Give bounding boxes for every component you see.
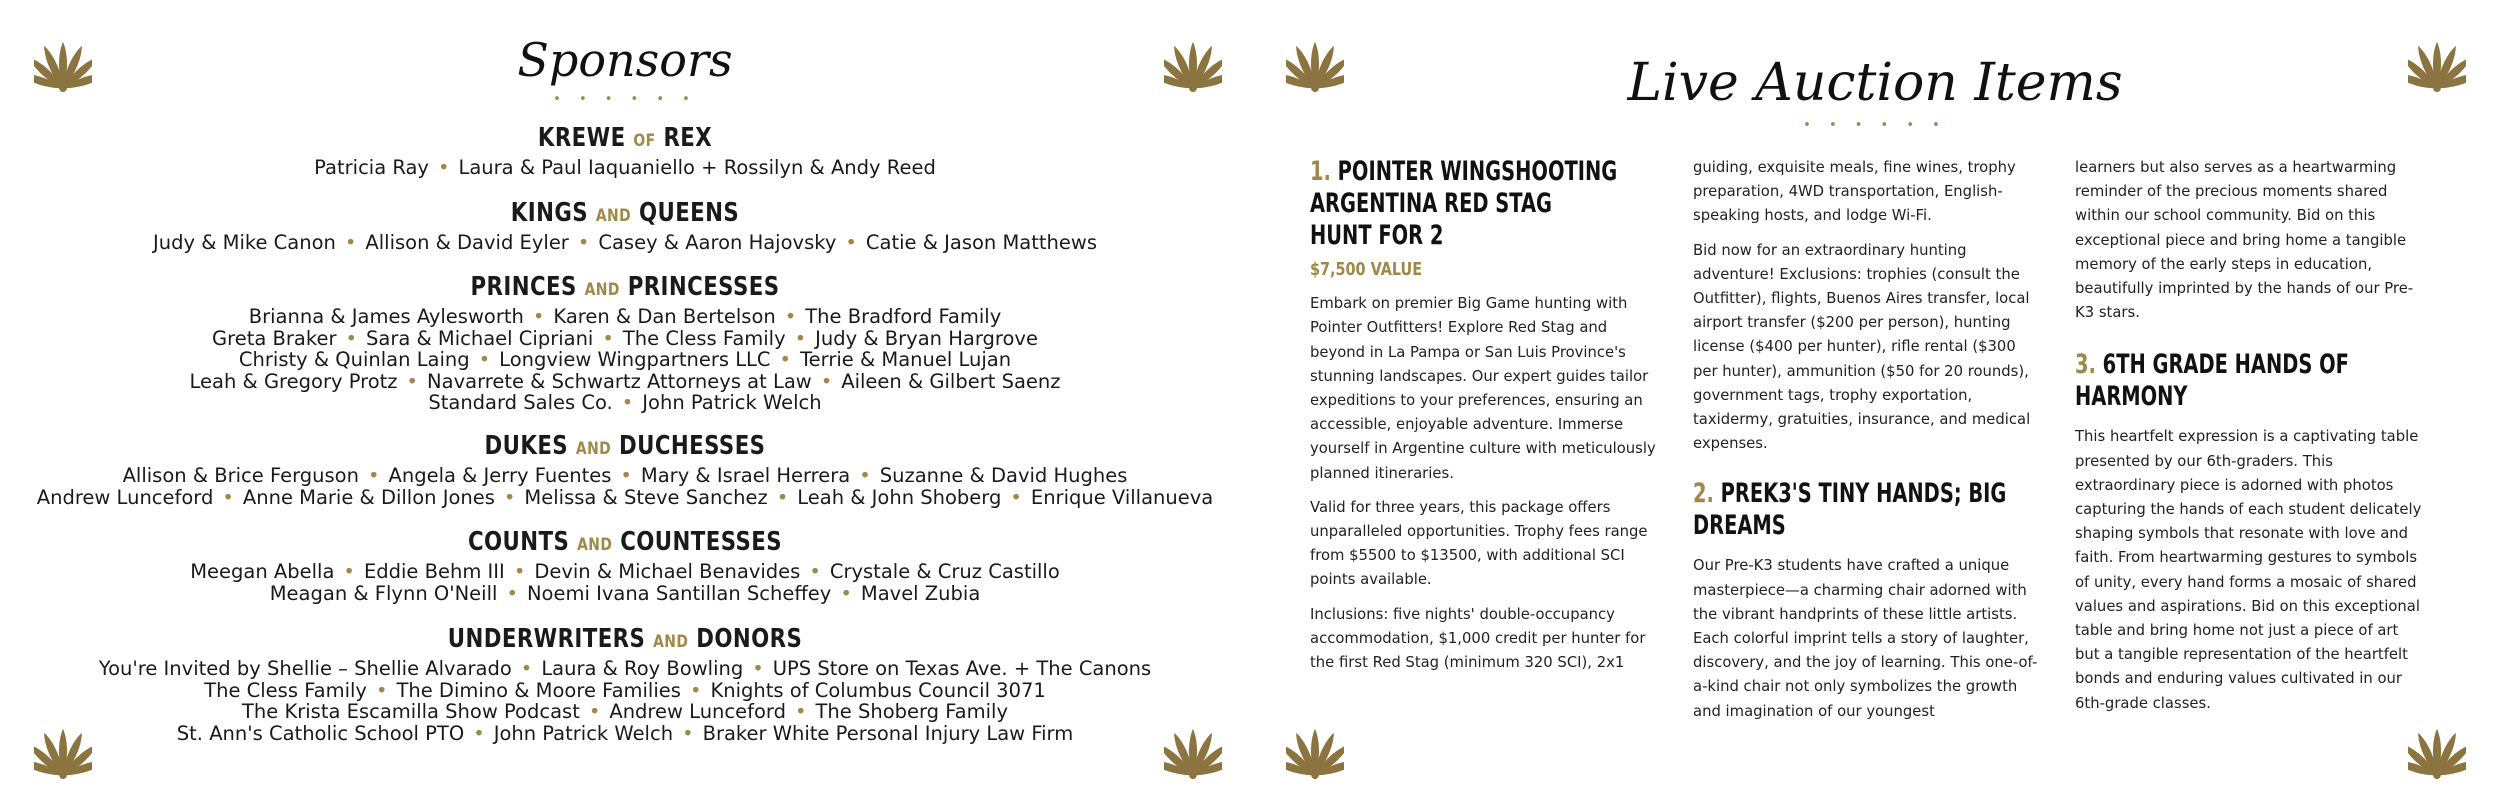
sponsor-name: The Bradford Family <box>805 305 1002 328</box>
item-2-title: 2. PREK3'S TINY HANDS; BIG DREAMS <box>1693 478 2007 542</box>
auction-column-3 <box>2075 156 2425 726</box>
sponsor-name: Catie & Jason Matthews <box>865 231 1097 254</box>
sponsor-name: Terrie & Manuel Lujan <box>800 348 1012 372</box>
bullet-separator: • <box>367 464 380 487</box>
sponsor-category-heading: DUKES AND DUCHESSES <box>484 431 766 461</box>
sponsors-title: Sponsors <box>517 33 733 87</box>
bullet-separator: • <box>478 348 491 372</box>
item-3-description: This heartfelt expression is a captivating table presented by our 6th-graders. This extraordinary piece is adorned with photos capturing the hands of each student delicately shaping symbols that resonate with love and faith. From heartwarming gestures to symbols of unity, every hand forms a mosaic of shared values and aspirations. Bid on this exceptional table and bring home not just a piece of art but a tangible representation of the heartfelt bonds and enduring values cultivated in our 6th-grade classes. <box>2075 428 2422 712</box>
sponsor-name: Angela & Jerry Fuentes <box>388 464 612 487</box>
sponsor-name: Laura & Paul Iaquaniello + Rossilyn & Andy Reed <box>458 156 936 179</box>
sponsor-category <box>0 271 1250 414</box>
sponsor-name: Meagan & Flynn O'Neill <box>269 581 498 605</box>
item-1-value: $7,500 VALUE <box>1310 259 1423 280</box>
sponsor-name: The Shoberg Family <box>815 700 1009 724</box>
auction-column-1 <box>1310 156 1660 685</box>
title-divider-dots: • • • • • • <box>553 92 697 107</box>
item-3-title: 3. 6TH GRADE HANDS OF HARMONY <box>2075 349 2349 413</box>
sponsor-name: Eddie Behm III <box>363 560 505 583</box>
sponsor-category <box>0 197 1250 254</box>
sponsor-name: The Cless Family <box>622 326 786 350</box>
item-2-description-cont: learners but also serves as a heartwarming reminder of the precious moments shared within our school community. Bid on this exceptional piece and bring home a tangible memory of the early steps in education, beautifully imprinted by the hands of our Pre-K3 stars. <box>2075 159 2414 322</box>
sponsor-name: Leah & Gregory Protz <box>189 369 398 393</box>
sponsor-names-line <box>0 392 1250 414</box>
sponsor-category <box>0 430 1250 508</box>
sponsor-name: Casey & Aaron Hajovsky <box>598 231 837 254</box>
sponsor-names-line <box>0 723 1250 745</box>
sponsor-name: John Patrick Welch <box>493 721 674 745</box>
sponsor-category <box>0 122 1250 179</box>
bullet-separator: • <box>621 391 634 415</box>
item-1-exclusions: Bid now for an extraordinary hunting adventure! Exclusions: trophies (consult the Outfitter), flights, Buenos Aires transfer, local airport transfer ($200 per person), hunting license ($400 per hunter), rifle rental ($300 per hunter), ammunition ($50 for 20 rounds), government tags, trophy exportation, taxidermy, gratuities, insurance, and medical expenses. <box>1693 241 2031 453</box>
sponsor-category-heading: PRINCES AND PRINCESSES <box>470 272 780 302</box>
sponsor-name: St. Ann's Catholic School PTO <box>176 721 465 745</box>
bullet-separator: • <box>345 326 357 350</box>
bullet-separator: • <box>602 326 614 350</box>
item-1-inclusions-cont: guiding, exquisite meals, fine wines, trophy preparation, 4WD transportation, English-speaking hosts, and lodge Wi-Fi. <box>1693 159 2016 225</box>
bullet-separator: • <box>375 678 388 702</box>
sponsor-names-line <box>0 328 1250 350</box>
sponsor-name: Anne Marie & Dillon Jones <box>242 485 495 509</box>
sponsor-name: Meegan Abella <box>190 560 335 583</box>
bullet-separator: • <box>506 581 518 605</box>
sponsor-name: Noemi Ivana Santillan Scheffey <box>526 581 832 605</box>
sponsor-name: Greta Braker <box>212 326 337 350</box>
sponsor-name: Patricia Ray <box>314 156 429 179</box>
sponsor-name: Andrew Lunceford <box>609 700 786 724</box>
sponsor-name: The Cless Family <box>204 678 367 702</box>
sponsor-name: Knights of Columbus Council 3071 <box>710 678 1046 702</box>
sponsor-name: Suzanne & David Hughes <box>879 464 1128 487</box>
bullet-separator: • <box>1010 485 1022 509</box>
sponsor-name: Braker White Personal Injury Law Firm <box>702 721 1074 745</box>
sponsor-names-line <box>0 232 1250 254</box>
bullet-separator: • <box>343 560 355 583</box>
bullet-separator: • <box>620 464 632 487</box>
sponsor-name: Allison & David Eyler <box>365 231 569 254</box>
auction-column-2 <box>1693 156 2043 734</box>
sponsor-name: Longview Wingpartners LLC <box>499 348 771 372</box>
item-1-description: Embark on premier Big Game hunting with Pointer Outfitters! Explore Red Stag and beyond in La Pampa or San Luis Province's stunning landscapes. Our expert guides tailor expeditions to your preferences, ensuring an accessible, enjoyable adventure. Immerse yourself in Argentine culture with meticulously planned itineraries. <box>1310 295 1656 482</box>
bullet-separator: • <box>794 326 807 350</box>
live-auction-page <box>1250 0 2500 809</box>
bullet-separator: • <box>344 231 357 254</box>
bullet-separator: • <box>689 678 702 702</box>
sponsor-name: Andrew Lunceford <box>36 485 214 509</box>
sponsor-category-heading: KINGS AND QUEENS <box>510 198 740 228</box>
item-1-title: 1. POINTER WINGSHOOTING ARGENTINA RED STAG HUNT FOR 2 <box>1310 156 1618 251</box>
sponsor-names-line <box>0 306 1250 328</box>
sponsor-name: Crystale & Cruz Castillo <box>829 560 1060 583</box>
sponsor-category-heading: KREWE OF REX <box>537 123 713 153</box>
bullet-separator: • <box>859 464 871 487</box>
sponsor-name: You're Invited by Shellie – Shellie Alvarado <box>98 657 512 680</box>
sponsor-category-heading: COUNTS AND COUNTESSES <box>467 527 783 557</box>
sponsor-name: Judy & Bryan Hargrove <box>815 326 1038 350</box>
item-2-description: Our Pre-K3 students have crafted a unique masterpiece—a charming chair adorned with the vibrant handprints of these little artists. Each colorful imprint tells a story of laughter, discovery, and the joy of learning. This one-of-a-kind chair not only symbolizes the growth and imagination of our youngest <box>1693 557 2038 720</box>
sponsor-name: Christy & Quinlan Laing <box>238 348 470 372</box>
sponsor-name: UPS Store on Texas Ave. + The Canons <box>772 657 1152 680</box>
sponsor-name: Standard Sales Co. <box>428 391 613 415</box>
sponsor-name: Navarrete & Schwartz Attorneys at Law <box>427 369 812 393</box>
sponsor-category <box>0 526 1250 604</box>
sponsor-names-line <box>0 487 1250 509</box>
bullet-separator: • <box>809 560 821 583</box>
bullet-separator: • <box>473 721 485 745</box>
bullet-separator: • <box>845 231 857 254</box>
sponsor-names-line <box>0 371 1250 393</box>
bullet-separator: • <box>784 305 797 328</box>
sponsor-name: Sara & Michael Cipriani <box>366 326 594 350</box>
title-divider-dots: • • • • • • <box>1803 118 1947 133</box>
sponsor-names-line <box>0 157 1250 179</box>
sponsor-names-line <box>0 680 1250 702</box>
sponsor-category-heading: UNDERWRITERS AND DONORS <box>447 624 803 654</box>
live-auction-title: Live Auction Items <box>1627 53 2123 113</box>
item-1-inclusions: Inclusions: five nights' double-occupancy accommodation, $1,000 credit per hunter for the first Red Stag (minimum 320 SCI), 2x1 <box>1310 605 1646 672</box>
sponsor-names-line <box>0 701 1250 723</box>
bullet-separator: • <box>752 657 764 680</box>
bullet-separator: • <box>437 156 450 179</box>
bullet-separator: • <box>588 700 601 724</box>
sponsor-name: John Patrick Welch <box>642 391 822 415</box>
sponsor-category <box>0 623 1250 744</box>
bullet-separator: • <box>532 305 545 328</box>
sponsor-names-line <box>0 349 1250 371</box>
sponsor-name: Karen & Dan Bertelson <box>553 305 776 328</box>
bullet-separator: • <box>503 485 516 509</box>
item-1-validity: Valid for three years, this package offers unparalleled opportunities. Trophy fees range from $5500 to $13500, with additional SCI points available. <box>1310 498 1648 589</box>
bullet-separator: • <box>682 721 694 745</box>
bullet-separator: • <box>776 485 789 509</box>
bullet-separator: • <box>513 560 526 583</box>
bullet-separator: • <box>222 485 234 509</box>
sponsor-names-line <box>0 583 1250 605</box>
sponsor-name: Judy & Mike Canon <box>152 231 336 254</box>
sponsor-name: The Krista Escamilla Show Podcast <box>241 700 580 724</box>
bullet-separator: • <box>820 369 833 393</box>
sponsor-name: Mary & Israel Herrera <box>640 464 851 487</box>
sponsor-names-line <box>0 561 1250 583</box>
sponsor-name: Mavel Zubia <box>860 581 981 605</box>
sponsor-name: Melissa & Steve Sanchez <box>524 485 768 509</box>
sponsor-name: Allison & Brice Ferguson <box>122 464 359 487</box>
bullet-separator: • <box>794 700 807 724</box>
bullet-separator: • <box>406 369 419 393</box>
bullet-separator: • <box>520 657 533 680</box>
bullet-separator: • <box>577 231 590 254</box>
sponsor-name: Leah & John Shoberg <box>797 485 1002 509</box>
sponsor-name: Brianna & James Aylesworth <box>248 305 524 328</box>
bullet-separator: • <box>840 581 852 605</box>
sponsor-name: Laura & Roy Bowling <box>541 657 744 680</box>
sponsor-name: The Dimino & Moore Families <box>396 678 681 702</box>
sponsor-name: Devin & Michael Benavides <box>534 560 801 583</box>
bullet-separator: • <box>779 348 792 372</box>
sponsor-name: Aileen & Gilbert Saenz <box>841 369 1061 393</box>
sponsor-names-line <box>0 465 1250 487</box>
sponsor-names-line <box>0 658 1250 680</box>
sponsor-name: Enrique Villanueva <box>1030 485 1214 509</box>
